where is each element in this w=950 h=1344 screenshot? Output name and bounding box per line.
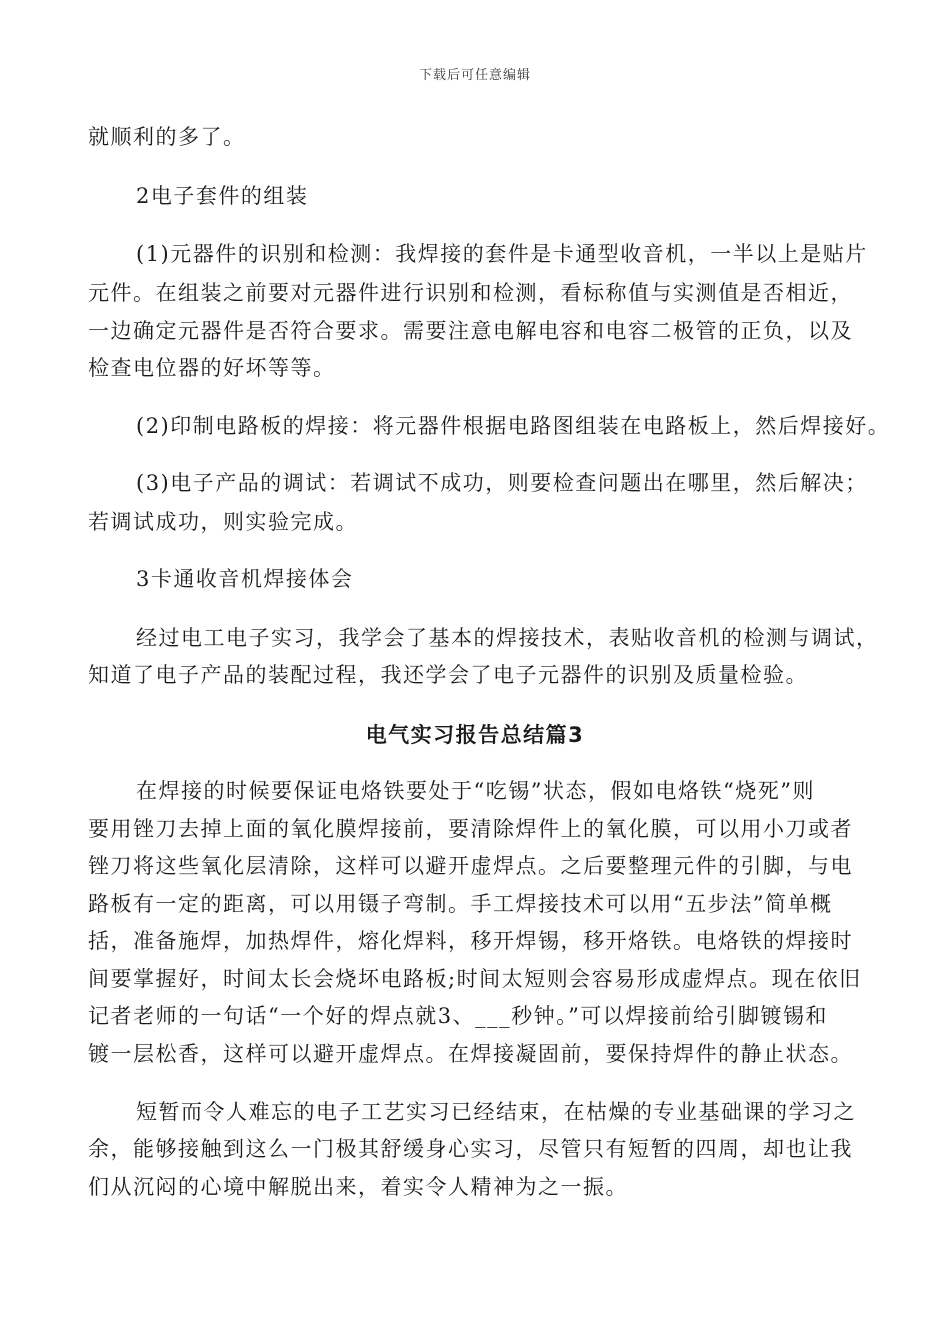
paragraph-line: 们从沉闷的心境中解脱出来，着实令人精神为之一振。 bbox=[88, 1175, 628, 1199]
paragraph-line: 元件。在组装之前要对元器件进行识别和检测，看标称值与实测值是否相近， bbox=[88, 281, 853, 305]
paragraph-line: 在焊接的时候要保证电烙铁要处于“吃锡”状态，假如电烙铁“烧死”则 bbox=[136, 779, 815, 803]
paragraph-line: 经过电工电子实习，我学会了基本的焊接技术，表贴收音机的检测与调试， bbox=[136, 626, 879, 650]
paragraph-line: 间要掌握好，时间太长会烧坏电路板;时间太短则会容易形成虚焊点。现在依旧 bbox=[88, 967, 862, 991]
paragraph-line: 若调试成功，则实验完成。 bbox=[88, 510, 358, 534]
paragraph-line: 知道了电子产品的装配过程，我还学会了电子元器件的识别及质量检验。 bbox=[88, 663, 808, 687]
paragraph-line: 路板有一定的距离，可以用镊子弯制。手工焊接技术可以用“五步法”简单概 bbox=[88, 892, 833, 916]
section-title: 电气实习报告总结篇3 bbox=[365, 723, 585, 747]
paragraph-line: 记者老师的一句话“一个好的焊点就3、___秒钟。”可以焊接前给引脚镀锡和 bbox=[88, 1004, 828, 1028]
section-heading: 3卡通收音机焊接体会 bbox=[136, 567, 354, 591]
section-heading: 2电子套件的组装 bbox=[136, 184, 309, 208]
paragraph-line: (2)印制电路板的焊接：将元器件根据电路图组装在电路板上，然后焊接好。 bbox=[136, 414, 891, 438]
paragraph-line: 要用锉刀去掉上面的氧化膜焊接前，要清除焊件上的氧化膜，可以用小刀或者 bbox=[88, 817, 853, 841]
paragraph-line: 余，能够接触到这么一门极其舒缓身心实习，尽管只有短暂的四周，却也让我 bbox=[88, 1137, 853, 1161]
paragraph-line: (1)元器件的识别和检测：我焊接的套件是卡通型收音机，一半以上是贴片 bbox=[136, 242, 868, 266]
paragraph-line: (3)电子产品的调试：若调试不成功，则要检查问题出在哪里，然后解决； bbox=[136, 471, 868, 495]
paragraph-line: 检查电位器的好坏等等。 bbox=[88, 356, 336, 380]
paragraph-line: 短暂而令人难忘的电子工艺实习已经结束，在枯燥的专业基础课的学习之 bbox=[136, 1100, 856, 1124]
page-header: 下载后可任意编辑 bbox=[418, 68, 531, 83]
paragraph-line: 镀一层松香，这样可以避开虚焊点。在焊接凝固前，要保持焊件的静止状态。 bbox=[88, 1042, 853, 1066]
paragraph-line: 就顺利的多了。 bbox=[88, 125, 246, 149]
paragraph-line: 括，准备施焊，加热焊件，熔化焊料，移开焊锡，移开烙铁。电烙铁的焊接时 bbox=[88, 929, 853, 953]
paragraph-line: 一边确定元器件是否符合要求。需要注意电解电容和电容二极管的正负，以及 bbox=[88, 319, 853, 343]
paragraph-line: 锉刀将这些氧化层清除，这样可以避开虚焊点。之后要整理元件的引脚，与电 bbox=[88, 854, 853, 878]
